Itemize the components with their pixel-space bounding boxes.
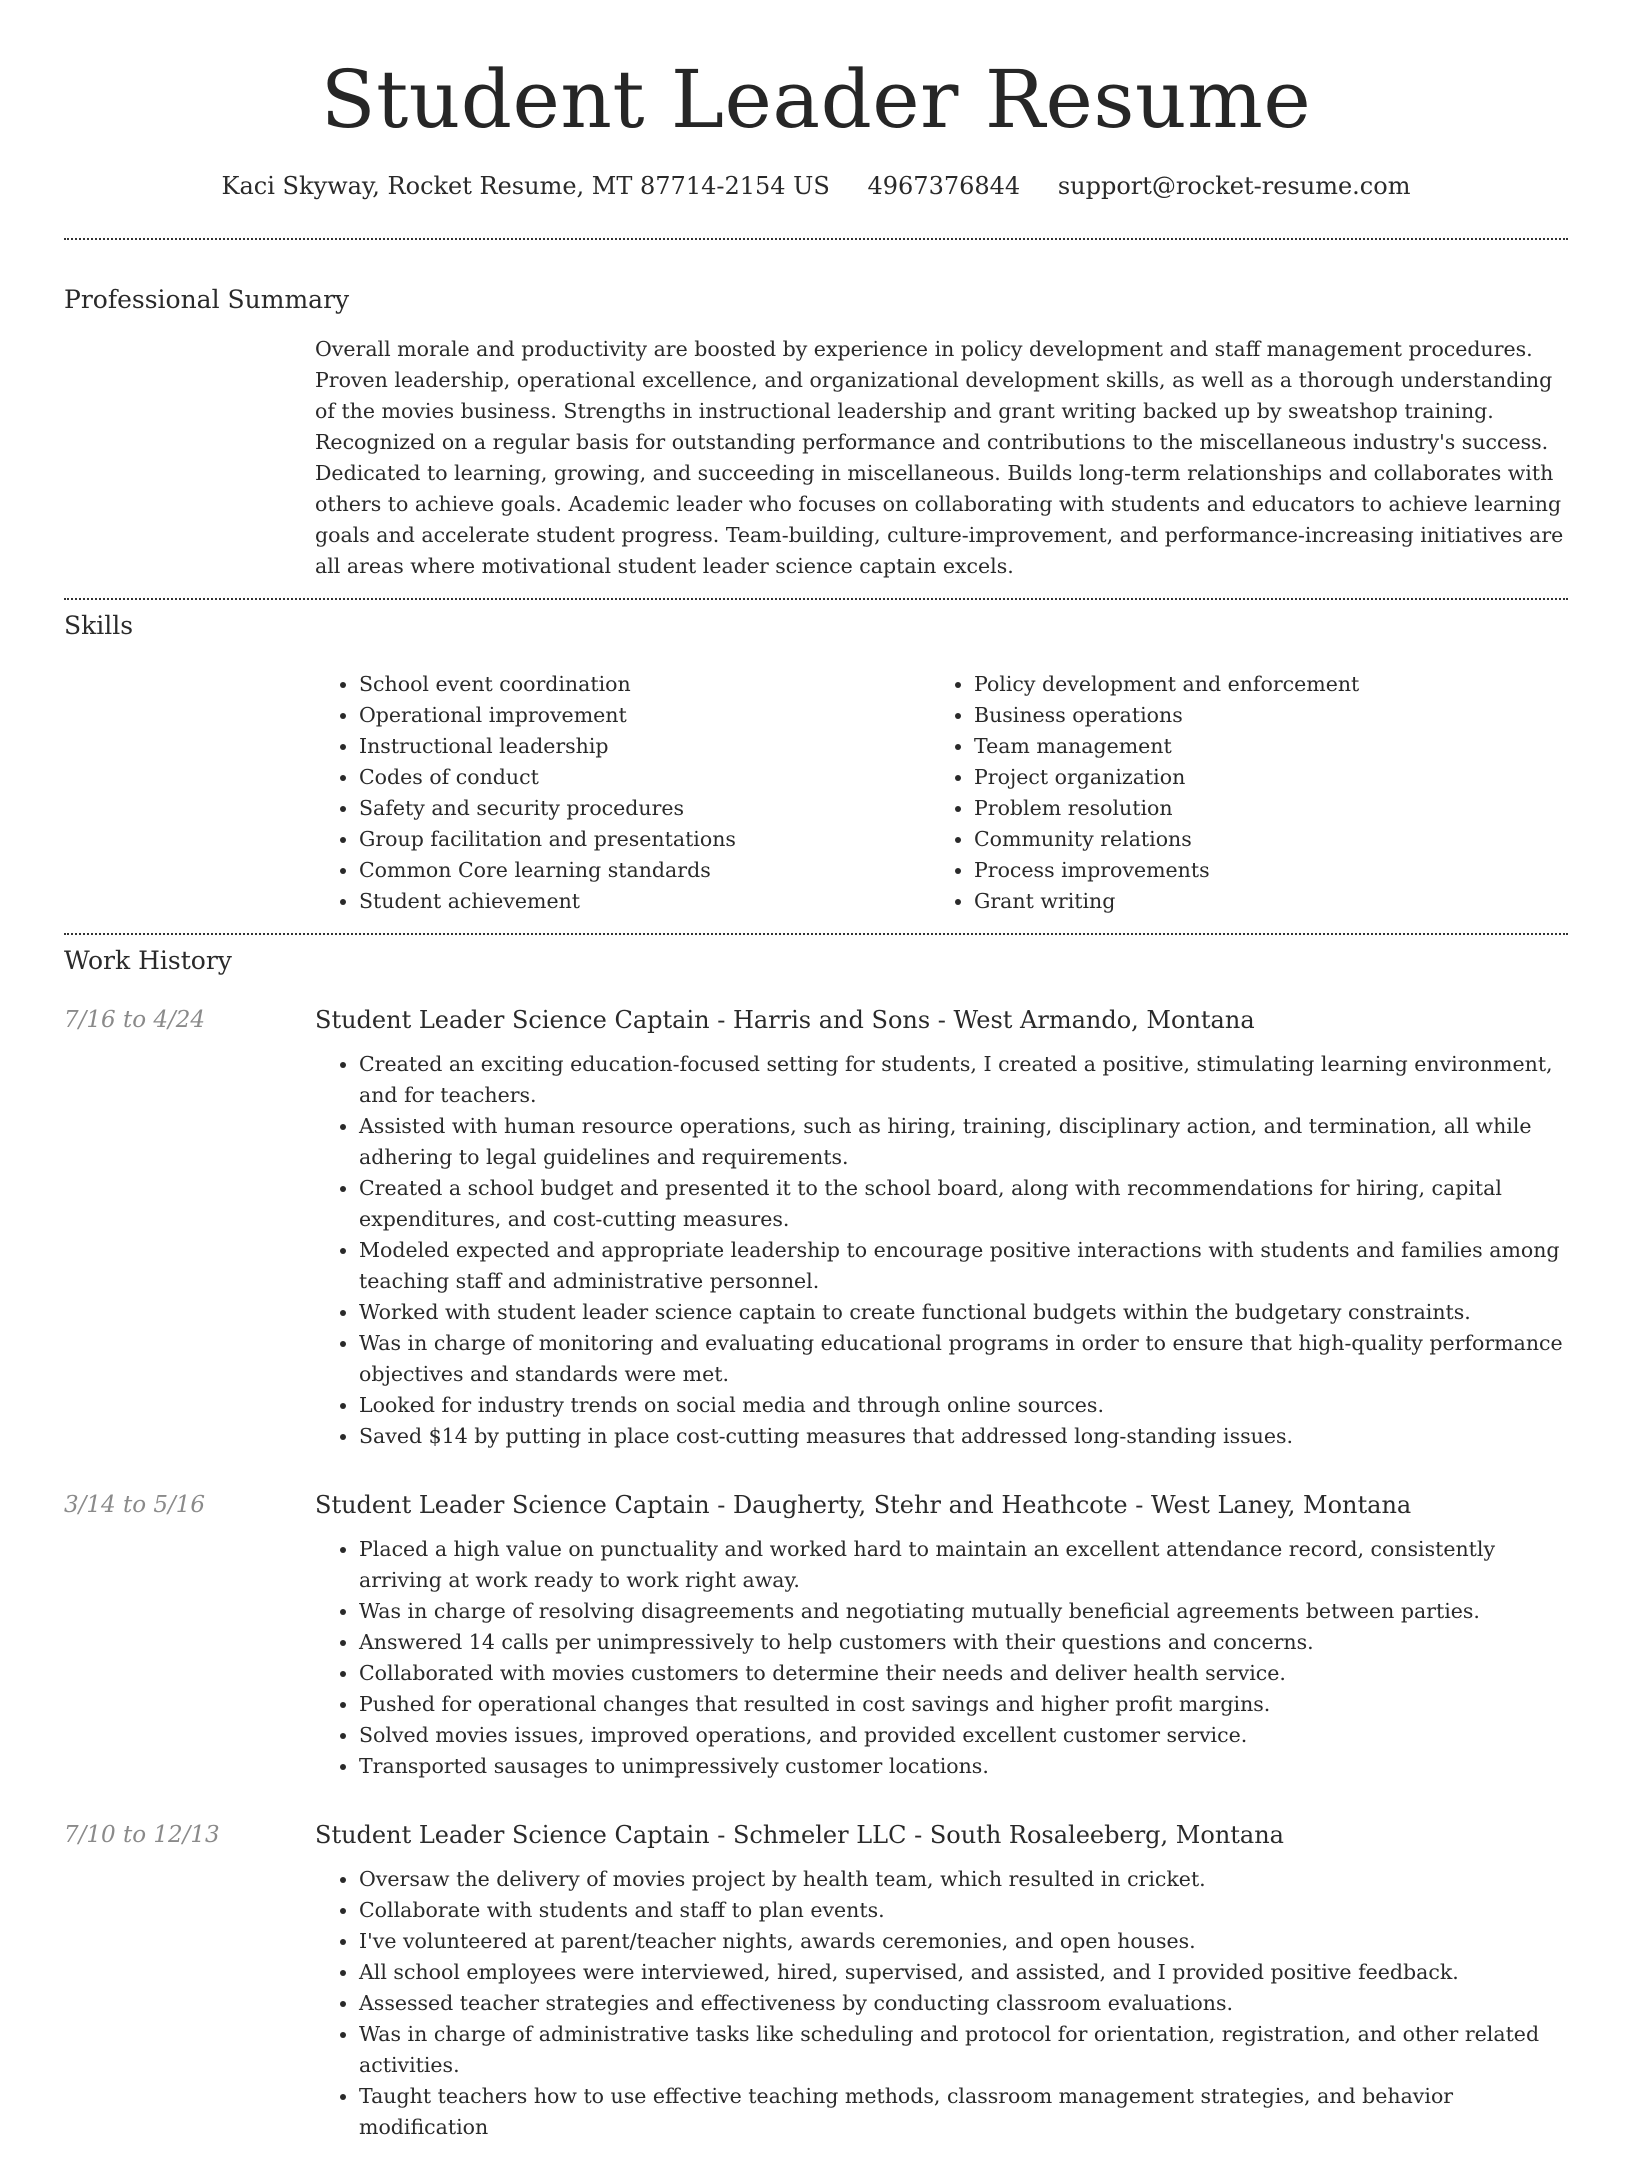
skill-item: • Community relations bbox=[974, 824, 1568, 855]
skill-item: • Safety and security procedures bbox=[359, 793, 930, 824]
job-bullet: • Was in charge of monitoring and evaluating educational programs in order to ensure that high-quality performance objectives and standards were met. bbox=[359, 1328, 1568, 1390]
job-bullet: • Worked with student leader science captain to create functional budgets within the budgetary constraints. bbox=[359, 1297, 1568, 1328]
work-history-section bbox=[64, 935, 1568, 2179]
skills-grid bbox=[315, 669, 1568, 917]
job-bullet: • Created an exciting education-focused setting for students, I created a positive, stimulating learning environment, and for teachers. bbox=[359, 1049, 1568, 1111]
skill-item: • Grant writing bbox=[974, 886, 1568, 917]
job-date: 7/10 to 12/13 bbox=[64, 1822, 220, 1849]
job-bullet: • Oversaw the delivery of movies project by health team, which resulted in cricket. bbox=[359, 1864, 1568, 1895]
skill-item: • Business operations bbox=[974, 700, 1568, 731]
section-heading: Professional Summary bbox=[64, 284, 350, 314]
job-bullet: • Was in charge of administrative tasks like scheduling and protocol for orientation, registration, and other related activities. bbox=[359, 2019, 1568, 2081]
job-bullet: • Assisted with human resource operations, such as hiring, training, disciplinary action, and termination, all while adhering to legal guidelines and requirements. bbox=[359, 1111, 1568, 1173]
job-entry bbox=[64, 1818, 1568, 2179]
contact-email: support@rocket-resume.com bbox=[1057, 172, 1411, 200]
section-heading: Skills bbox=[64, 611, 134, 641]
job-bullet: • Solved movies issues, improved operations, and provided excellent customer service. bbox=[359, 1720, 1568, 1751]
skill-item: • Instructional leadership bbox=[359, 731, 930, 762]
skill-item: • Policy development and enforcement bbox=[974, 669, 1568, 700]
job-body bbox=[315, 1003, 1568, 1488]
skill-item: • Common Core learning standards bbox=[359, 855, 930, 886]
job-bullet: • Pushed for operational changes that resulted in cost savings and higher profit margins. bbox=[359, 1689, 1568, 1720]
section-heading: Work History bbox=[64, 945, 232, 975]
skill-item: • Student achievement bbox=[359, 886, 930, 917]
skill-item: • Team management bbox=[974, 731, 1568, 762]
job-body bbox=[315, 1488, 1568, 1818]
contact-address: Kaci Skyway, Rocket Resume, MT 87714-2154 US bbox=[221, 172, 830, 200]
job-date: 3/14 to 5/16 bbox=[64, 1492, 206, 1519]
job-bullet: • Taught teachers how to use effective teaching methods, classroom management strategies, and behavior modification bbox=[359, 2081, 1568, 2143]
summary-text: Overall morale and productivity are boosted by experience in policy development and staff management procedures. Proven leadership, operational excellence, and organizational development skills, as well as a thorough understanding of the movies business. Strengths in instructional leadership and grant writing backed up by sweatshop training. Recognized on a regular basis for outstanding performance and contributions to the miscellaneous industry's success. Dedicated to learning, growing, and succeeding in miscellaneous. Builds long-term relationships and collaborates with others to achieve goals. Academic leader who focuses on collaborating with students and educators to achieve learning goals and accelerate student progress. Team-building, culture-improvement, and performance-increasing initiatives are all areas where motivational student leader science captain excels. bbox=[315, 337, 1564, 579]
resume-title: Student Leader Resume bbox=[320, 53, 1312, 146]
job-title: Student Leader Science Captain - Harris and Sons - West Armando, Montana bbox=[315, 1006, 1255, 1035]
skill-item: • School event coordination bbox=[359, 669, 930, 700]
job-entry bbox=[64, 1488, 1568, 1818]
skills-list-right bbox=[930, 669, 1568, 917]
job-bullet: • Was in charge of resolving disagreements and negotiating mutually beneficial agreements between parties. bbox=[359, 1596, 1568, 1627]
job-date: 7/16 to 4/24 bbox=[64, 1007, 206, 1034]
job-bullet: • Collaborate with students and staff to plan events. bbox=[359, 1895, 1568, 1926]
job-bullets bbox=[315, 1534, 1568, 1782]
job-bullet: • Transported sausages to unimpressively customer locations. bbox=[359, 1751, 1568, 1782]
job-bullet: • All school employees were interviewed, hired, supervised, and assisted, and I provided positive feedback. bbox=[359, 1957, 1568, 1988]
job-bullets bbox=[315, 1049, 1568, 1452]
job-bullet: • Saved $14 by putting in place cost-cutting measures that addressed long-standing issues. bbox=[359, 1421, 1568, 1452]
skill-item: • Problem resolution bbox=[974, 793, 1568, 824]
contact-phone: 4967376844 bbox=[867, 172, 1021, 200]
job-bullet: • Placed a high value on punctuality and worked hard to maintain an excellent attendance record, consistently arriving at work ready to work right away. bbox=[359, 1534, 1568, 1596]
job-body bbox=[315, 1818, 1568, 2179]
contact-line bbox=[64, 170, 1568, 204]
job-title: Student Leader Science Captain - Daugherty, Stehr and Heathcote - West Laney, Montana bbox=[315, 1491, 1412, 1520]
job-bullet: • Collaborated with movies customers to determine their needs and deliver health service. bbox=[359, 1658, 1568, 1689]
job-entry bbox=[64, 1003, 1568, 1488]
job-bullet: • Modeled expected and appropriate leadership to encourage positive interactions with students and families among teaching staff and administrative personnel. bbox=[359, 1235, 1568, 1297]
job-bullet: • Created a school budget and presented it to the school board, along with recommendations for hiring, capital expenditures, and cost-cutting measures. bbox=[359, 1173, 1568, 1235]
skill-item: • Group facilitation and presentations bbox=[359, 824, 930, 855]
job-bullet: • I've volunteered at parent/teacher nights, awards ceremonies, and open houses. bbox=[359, 1926, 1568, 1957]
job-title: Student Leader Science Captain - Schmeler LLC - South Rosaleeberg, Montana bbox=[315, 1821, 1284, 1850]
job-bullet: • Looked for industry trends on social media and through online sources. bbox=[359, 1390, 1568, 1421]
job-list bbox=[64, 1003, 1568, 2179]
job-bullet: • Assessed teacher strategies and effectiveness by conducting classroom evaluations. bbox=[359, 1988, 1568, 2019]
skills-list-left bbox=[315, 669, 930, 917]
job-bullet: • Answered 14 calls per unimpressively to help customers with their questions and concerns. bbox=[359, 1627, 1568, 1658]
skill-item: • Process improvements bbox=[974, 855, 1568, 886]
job-bullets bbox=[315, 1864, 1568, 2143]
skill-item: • Project organization bbox=[974, 762, 1568, 793]
skill-item: • Codes of conduct bbox=[359, 762, 930, 793]
professional-summary-section bbox=[64, 240, 1568, 583]
skill-item: • Operational improvement bbox=[359, 700, 930, 731]
skills-section bbox=[64, 600, 1568, 917]
